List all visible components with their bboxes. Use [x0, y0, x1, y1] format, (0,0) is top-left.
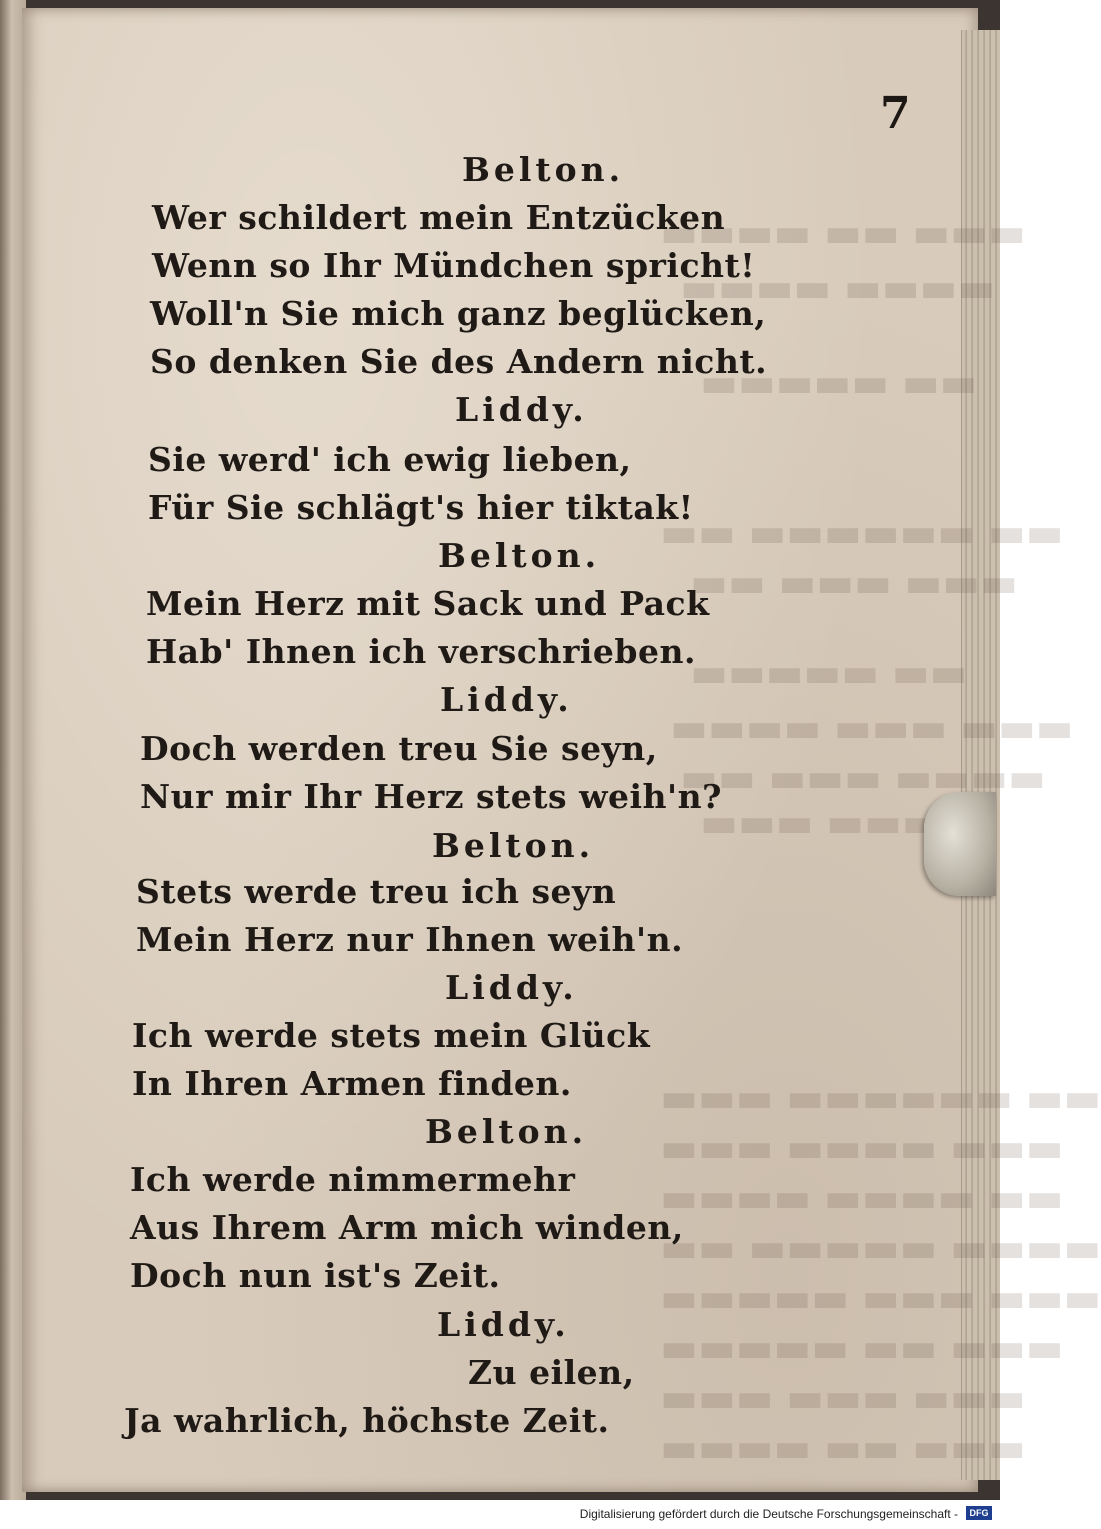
verse-line: Ich werde nimmermehr	[130, 1160, 576, 1199]
verse-line: Doch werden treu Sie seyn,	[140, 729, 658, 768]
verse-line: Für Sie schlägt's hier tiktak!	[148, 488, 694, 527]
speaker-label: Liddy.	[455, 390, 588, 429]
speaker-label: Liddy.	[440, 680, 573, 719]
speaker-label: Liddy.	[437, 1305, 570, 1344]
verse-line: Aus Ihrem Arm mich winden,	[130, 1208, 684, 1247]
speaker-label: Belton.	[462, 150, 625, 189]
verse-line: Woll'n Sie mich ganz beglücken,	[150, 294, 767, 333]
verse-line: Wer schildert mein Entzücken	[152, 198, 726, 237]
verse-line: Zu eilen,	[468, 1353, 635, 1392]
verse-line: Doch nun ist's Zeit.	[130, 1256, 501, 1295]
show-through-text: ▬▬ ▬▬▬ ▬▬ ▬▬▬ ▬▬ ▬▬▬▬ ▬▬▬ ▬▬▬	[949, 510, 1101, 1371]
verse-line: Ja wahrlich, höchste Zeit.	[124, 1401, 610, 1440]
verse-line: Nur mir Ihr Herz stets weih'n?	[140, 777, 722, 816]
metal-clasp	[924, 792, 996, 896]
dfg-logo: DFG	[966, 1506, 992, 1520]
page-number: 7	[880, 88, 911, 139]
speaker-label: Belton.	[432, 826, 595, 865]
verse-line: So denken Sie des Andern nicht.	[150, 342, 768, 381]
verse-line: Hab' Ihnen ich verschrieben.	[146, 632, 696, 671]
speaker-label: Belton.	[438, 536, 601, 575]
verse-line: Wenn so Ihr Mündchen spricht!	[152, 246, 756, 285]
verse-line: In Ihren Armen finden.	[132, 1064, 572, 1103]
verse-line: Ich werde stets mein Glück	[132, 1016, 651, 1055]
speaker-label: Liddy.	[445, 968, 578, 1007]
funding-credit: Digitalisierung gefördert durch die Deutsche Forschungsgemeinschaft -	[579, 1507, 958, 1521]
verse-line: Mein Herz mit Sack und Pack	[146, 584, 710, 623]
verse-line: Sie werd' ich ewig lieben,	[148, 440, 632, 479]
digitization-footer	[0, 1500, 1000, 1529]
speaker-label: Belton.	[425, 1112, 588, 1151]
verse-line: Mein Herz nur Ihnen weih'n.	[136, 920, 684, 959]
verse-line: Stets werde treu ich seyn	[136, 872, 617, 911]
page-fore-edge	[961, 30, 1000, 1480]
